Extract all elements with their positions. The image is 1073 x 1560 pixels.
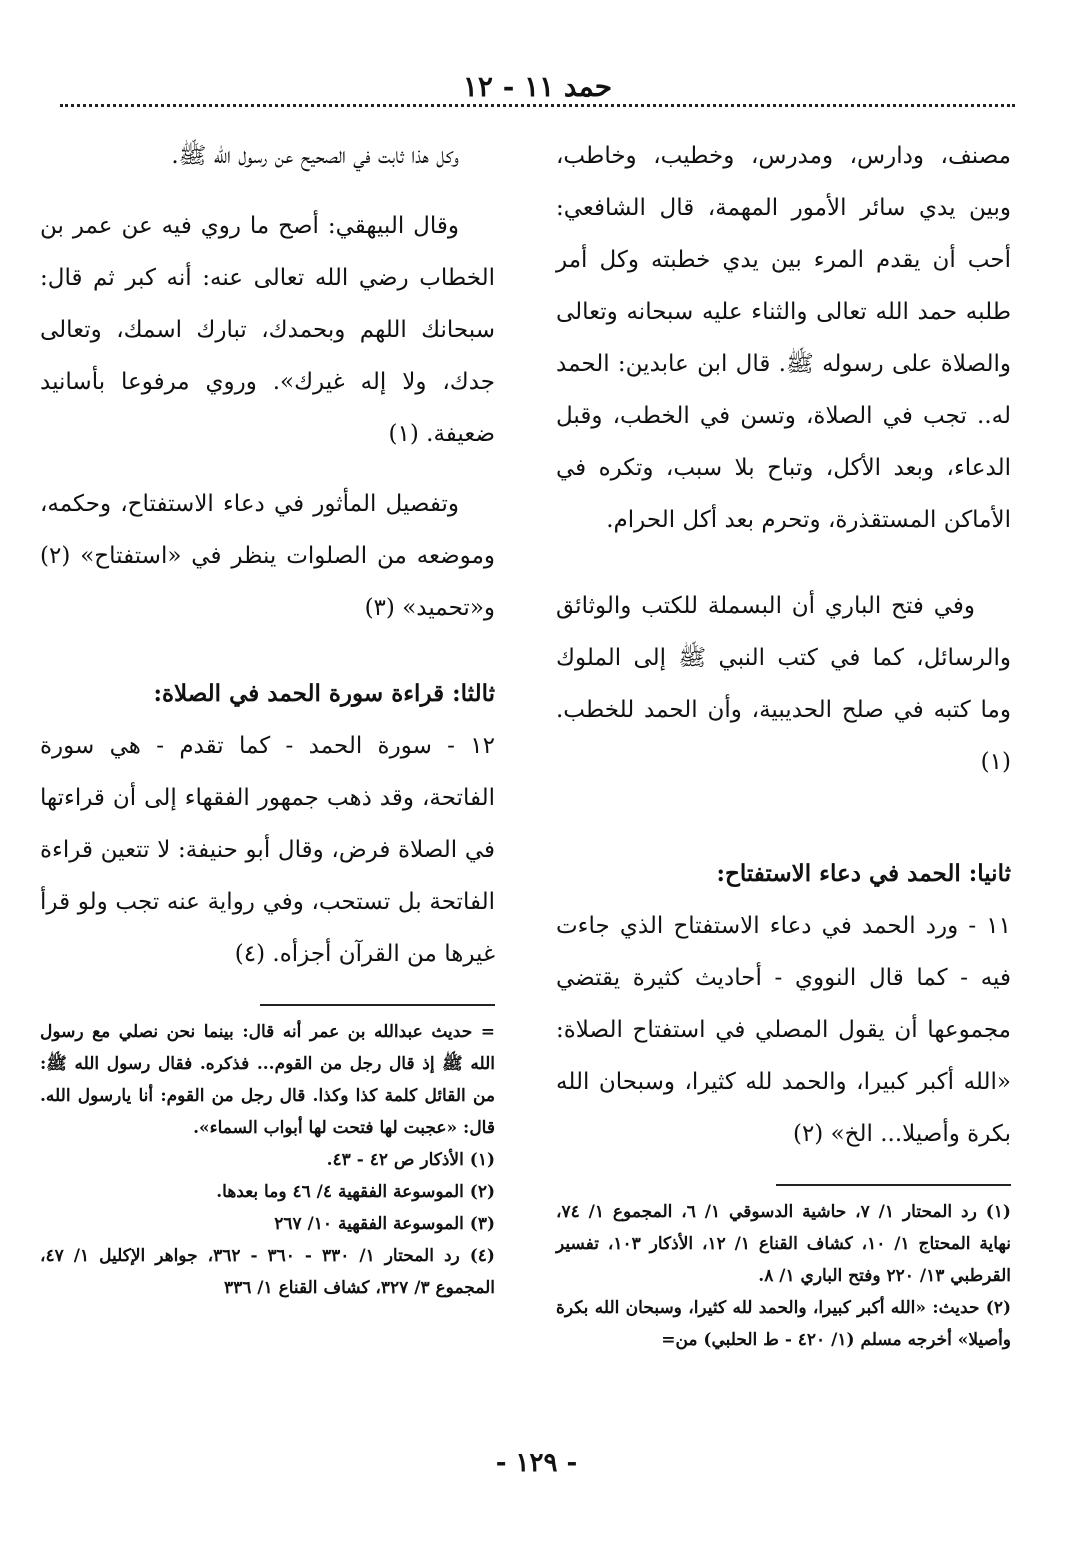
running-header: حمد ١١ - ١٢ <box>462 70 613 103</box>
footnote: (١) رد المحتار ١/ ٧، حاشية الدسوقي ١/ ٦، المجموع ١/ ٧٤، نهاية المحتاج ١/ ١٠، كشاف القناع ١/ ١٢، الأذكار ١٠٣، تفسير القرطبي ١٣/ ٢٢٠ وفتح الباري ١/ ٨. <box>556 1202 1011 1286</box>
footnote: (١) الأذكار ص ٤٢ - ٤٣. <box>326 1150 495 1170</box>
footnote-divider <box>776 1184 1011 1186</box>
page-number: - ١٢٩ - <box>495 1448 578 1478</box>
paragraph: وتفصيل المأثور في دعاء الاستفتاح، وحكمه، وموضعه من الصلوات ينظر في «استفتاح» (٢) و«تحميد» (٣) <box>40 491 495 621</box>
paragraph: مصنف، ودارس، ومدرس، وخطيب، وخاطب، وبين يدي سائر الأمور المهمة، قال الشافعي: أحب أن يقدم المرء بين يدي خطبته وكل أمر طلبه حمد الله تعالى والثناء عليه سبحانه وتعالى والصلاة على رسوله ﷺ. قال ابن عابدين: الحمد له.. تجب في الصلاة، وتسن في الخطب، وقبل الدعاء، وبعد الأكل، وتباح بلا سبب، وتكره في الأماكن المستقذرة، وتحرم بعد أكل الحرام. <box>556 143 1011 533</box>
footnote: (٢) الموسوعة الفقهية ٤/ ٤٦ وما بعدها. <box>216 1182 495 1202</box>
section-heading: ثالثا: قراءة سورة الحمد في الصلاة: <box>153 680 495 707</box>
footnote: (٢) حديث: «الله أكبر كبيرا، والحمد لله كثيرا، وسبحان الله بكرة وأصيلا» أخرجه مسلم (١/ ٤٢٠ - ط الحلبي) من= <box>556 1298 1011 1350</box>
paragraph: ١٢ - سورة الحمد - كما تقدم - هي سورة الفاتحة، وقد ذهب جمهور الفقهاء إلى أن قراءتها في الصلاة فرض، وقال أبو حنيفة: لا تتعين قراءة الفاتحة بل تستحب، وفي رواية عنه تجب ولو قرأ غيرها من القرآن أجزأه. (٤) <box>40 733 495 967</box>
paragraph: وفي فتح الباري أن البسملة للكتب والوثائق والرسائل، كما في كتب النبي ﷺ إلى الملوك وما كتبه في صلح الحديبية، وأن الحمد للخطب. (١) <box>556 593 1011 775</box>
left-column <box>40 130 495 1304</box>
footnote: (٤) رد المحتار ١/ ٣٣٠ - ٣٦٠ - ٣٦٢، جواهر الإكليل ١/ ٤٧، المجموع ٣/ ٣٢٧، كشاف القناع ١/ ٣٣٦ <box>40 1246 495 1298</box>
footnote: (٣) الموسوعة الفقهية ١٠/ ٢٦٧ <box>274 1214 495 1234</box>
right-column <box>556 130 1011 1356</box>
paragraph: ١١ - ورد الحمد في دعاء الاستفتاح الذي جاءت فيه - كما قال النووي - أحاديث كثيرة يقتضي مجموعها أن يقول المصلي في استفتاح الصلاة: «الله أكبر كبيرا، والحمد لله كثيرا، وسبحان الله بكرة وأصيلا... الخ» (٢) <box>556 913 1011 1147</box>
paragraph: وقال البيهقي: أصح ما روي فيه عن عمر بن الخطاب رضي الله تعالى عنه: أنه كبر ثم قال: سبحانك اللهم وبحمدك، تبارك اسمك، وتعالى جدك، ولا إله غيرك». وروي مرفوعا بأسانيد ضعيفة. (١) <box>40 213 495 447</box>
header-divider <box>60 104 1015 107</box>
footnote: = حديث عبدالله بن عمر أنه قال: بينما نحن نصلي مع رسول الله ﷺ إذ قال رجل من القوم... فذكره. فقال رسول الله ﷺ: من القائل كلمة كذا وكذا. قال رجل من القوم: أنا يارسول الله. قال: «عجبت لها فتحت لها أبواب السماء». <box>40 1022 495 1138</box>
footnote-divider <box>260 1004 495 1006</box>
section-heading: ثانيا: الحمد في دعاء الاستفتاح: <box>716 860 1011 887</box>
paragraph: وكل هذا ثابت في الصحيح عن رسول الله ﷺ. <box>171 143 459 169</box>
